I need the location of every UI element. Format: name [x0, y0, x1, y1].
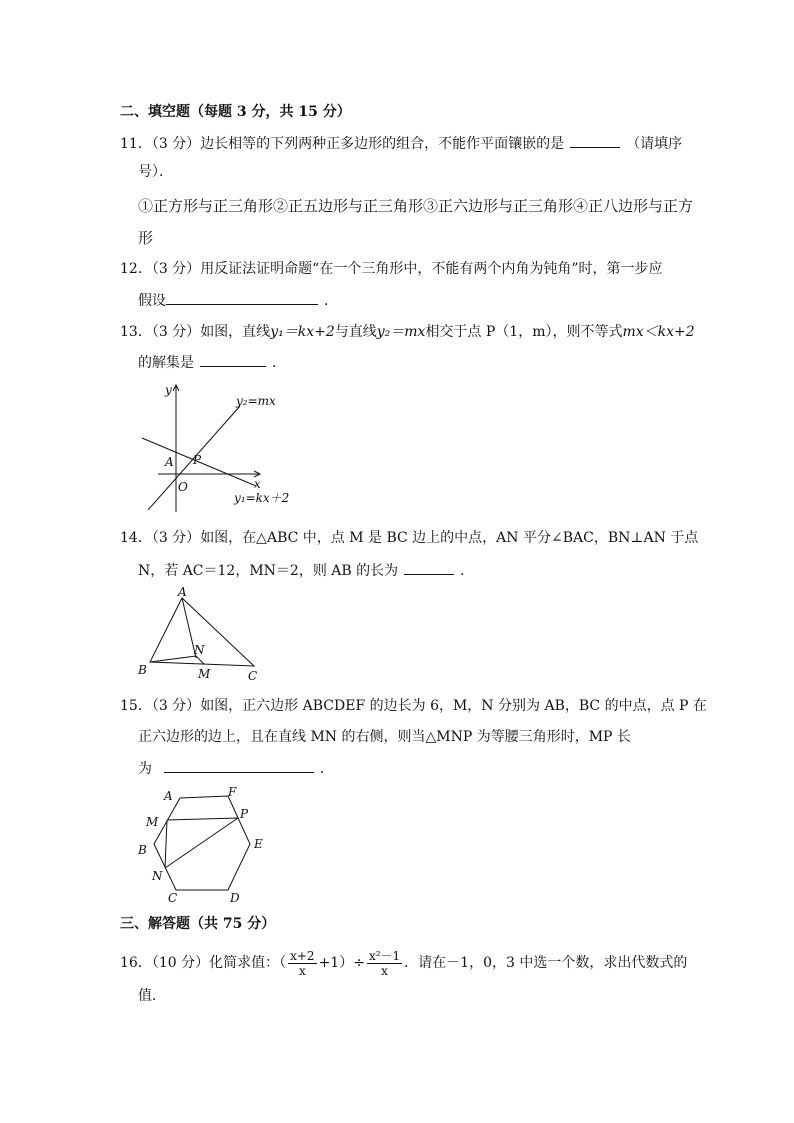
q13-label-line2: y₂=mx [236, 394, 276, 408]
q13-answer-blank[interactable] [200, 352, 266, 367]
q14-score: （3 分） [151, 530, 201, 546]
q13-y2: y₂＝mx [376, 324, 426, 340]
question-13-line2 [138, 352, 286, 373]
q15-label-P: P [240, 807, 249, 821]
question-12-line2 [138, 290, 338, 311]
q11-score: （3 分） [151, 136, 201, 152]
q13-label-A: A [165, 455, 174, 469]
question-11-options [138, 196, 693, 216]
q12-text: 用反证法证明命题“在一个三角形中，不能有两个内角为钝角”时，第一步应 [200, 261, 663, 277]
q15-answer-blank[interactable] [164, 758, 314, 773]
q15-score: （3 分） [151, 698, 201, 714]
q14-label-B: B [138, 663, 147, 677]
q16-score: （10 分） [151, 955, 210, 971]
q13-text-c: 相交于点 P（1，m），则不等式 [425, 324, 623, 340]
q12-answer-blank[interactable] [166, 290, 318, 305]
q12-number: 12． [120, 261, 152, 277]
q16-fraction-1-numerator: x+2 [290, 948, 315, 963]
q13-label-P: P [193, 453, 202, 467]
q13-inequality: mx＜kx+2 [622, 324, 695, 340]
q13-text-a: 如图，直线 [200, 324, 271, 340]
q14-label-A: A [178, 585, 187, 599]
q16-plus-one: +1）÷ [318, 955, 365, 971]
q11-text: 边长相等的下列两种正多边形的组合，不能作平面镶嵌的是 [200, 136, 565, 152]
q14-segment-nm [196, 656, 204, 664]
question-11-options-2 [138, 228, 153, 248]
q15-label-F: F [228, 785, 237, 799]
question-12-line1 [120, 259, 663, 279]
q13-text-d: 的解集是 [138, 355, 194, 371]
q13-label-y: y [165, 383, 172, 397]
q14-label-M: M [198, 667, 211, 681]
q14-label-N: N [194, 643, 205, 657]
question-16-line2 [138, 986, 166, 1006]
q15-label-A: A [164, 789, 173, 803]
q15-label-E: E [254, 837, 263, 851]
question-14-line2 [138, 560, 474, 581]
q14-segment-bn [150, 656, 196, 662]
q16-text-a: 化简求值： [209, 955, 280, 971]
q11-answer-blank[interactable] [570, 133, 620, 148]
q11-text-c: 号）． [138, 164, 173, 180]
q11-text-b: （请填序 [626, 136, 683, 152]
q14-figure [138, 586, 268, 682]
q11-options-line1: ①正方形与正三角形②正五边形与正三角形③正六边形与正三角形④正八边形与正方 [138, 197, 694, 215]
section-heading [120, 102, 351, 122]
q12-text-c: ． [324, 293, 338, 309]
q11-number: 11． [120, 136, 152, 152]
q15-segment-np [165, 818, 238, 868]
q13-figure [138, 380, 298, 516]
section-heading-text: 二、填空题（每题 3 分，共 15 分） [120, 104, 351, 120]
q14-label-C: C [248, 669, 258, 683]
question-15-line2 [138, 727, 631, 747]
q13-label-line1: y₁=kx＋2 [234, 491, 290, 505]
question-16-line1 [120, 946, 687, 980]
q13-label-x: x [254, 477, 261, 491]
q16-number: 16． [120, 955, 152, 971]
question-11-line1 [120, 133, 682, 154]
q16-text-b: ．请在－1，0，3 中选一个数，求出代数式的 [404, 955, 688, 971]
q12-text-b: 假设 [138, 293, 166, 309]
question-13-line1 [120, 322, 695, 342]
q15-figure [134, 784, 274, 908]
q15-text-c: 为 [138, 761, 152, 777]
q14-text-c: ． [460, 563, 475, 579]
q12-score: （3 分） [151, 261, 201, 277]
q13-text-b: 与直线 [334, 324, 377, 340]
section-heading-3-text: 三、解答题（共 75 分） [120, 916, 276, 932]
q15-number: 15． [120, 698, 152, 714]
q14-text-a: 如图，在△ABC 中，点 M 是 BC 边上的中点，AN 平分∠BAC，BN⊥AN 于点 [200, 530, 699, 546]
q13-y1: y₁＝kx+2 [270, 324, 335, 340]
q11-options-line2: 形 [138, 229, 154, 247]
q13-text-e: ． [272, 355, 286, 371]
section-heading-3 [120, 914, 275, 934]
q16-open-paren: （ [279, 955, 287, 971]
q16-fraction-2 [367, 949, 402, 978]
q13-score: （3 分） [151, 324, 201, 340]
q14-answer-blank[interactable] [404, 560, 454, 575]
q15-label-M: M [146, 815, 159, 829]
q16-fraction-2-numerator: x²－1 [368, 948, 401, 963]
q14-text-b: N，若 AC＝12，MN＝2，则 AB 的长为 [138, 563, 399, 579]
q16-fraction-2-denominator: x [381, 963, 388, 978]
q16-fraction-1-denominator: x [298, 963, 306, 978]
q15-segment-mp [167, 818, 238, 820]
q15-label-C: C [168, 891, 178, 905]
q15-label-N: N [152, 869, 163, 883]
q13-label-origin: O [178, 480, 188, 494]
q13-number: 13． [120, 324, 152, 340]
q16-text-c: 值． [138, 988, 166, 1004]
question-11-line2 [138, 162, 173, 182]
question-15-line3 [138, 758, 334, 779]
q16-fraction-1 [288, 949, 316, 978]
q14-number: 14． [120, 530, 152, 546]
q15-text-b: 正六边形的边上，且在直线 MN 的右侧，则当△MNP 为等腰三角形时，MP 长 [138, 729, 631, 745]
question-14-line1 [120, 528, 698, 548]
q15-segment-mn [165, 820, 167, 868]
q15-text-a: 如图，正六边形 ABCDEF 的边长为 6，M，N 分别为 AB，BC 的中点，点 P 在 [200, 698, 707, 714]
q15-label-D: D [230, 891, 240, 905]
question-15-line1 [120, 696, 707, 716]
q15-text-d: ． [320, 761, 334, 777]
q15-label-B: B [138, 843, 147, 857]
